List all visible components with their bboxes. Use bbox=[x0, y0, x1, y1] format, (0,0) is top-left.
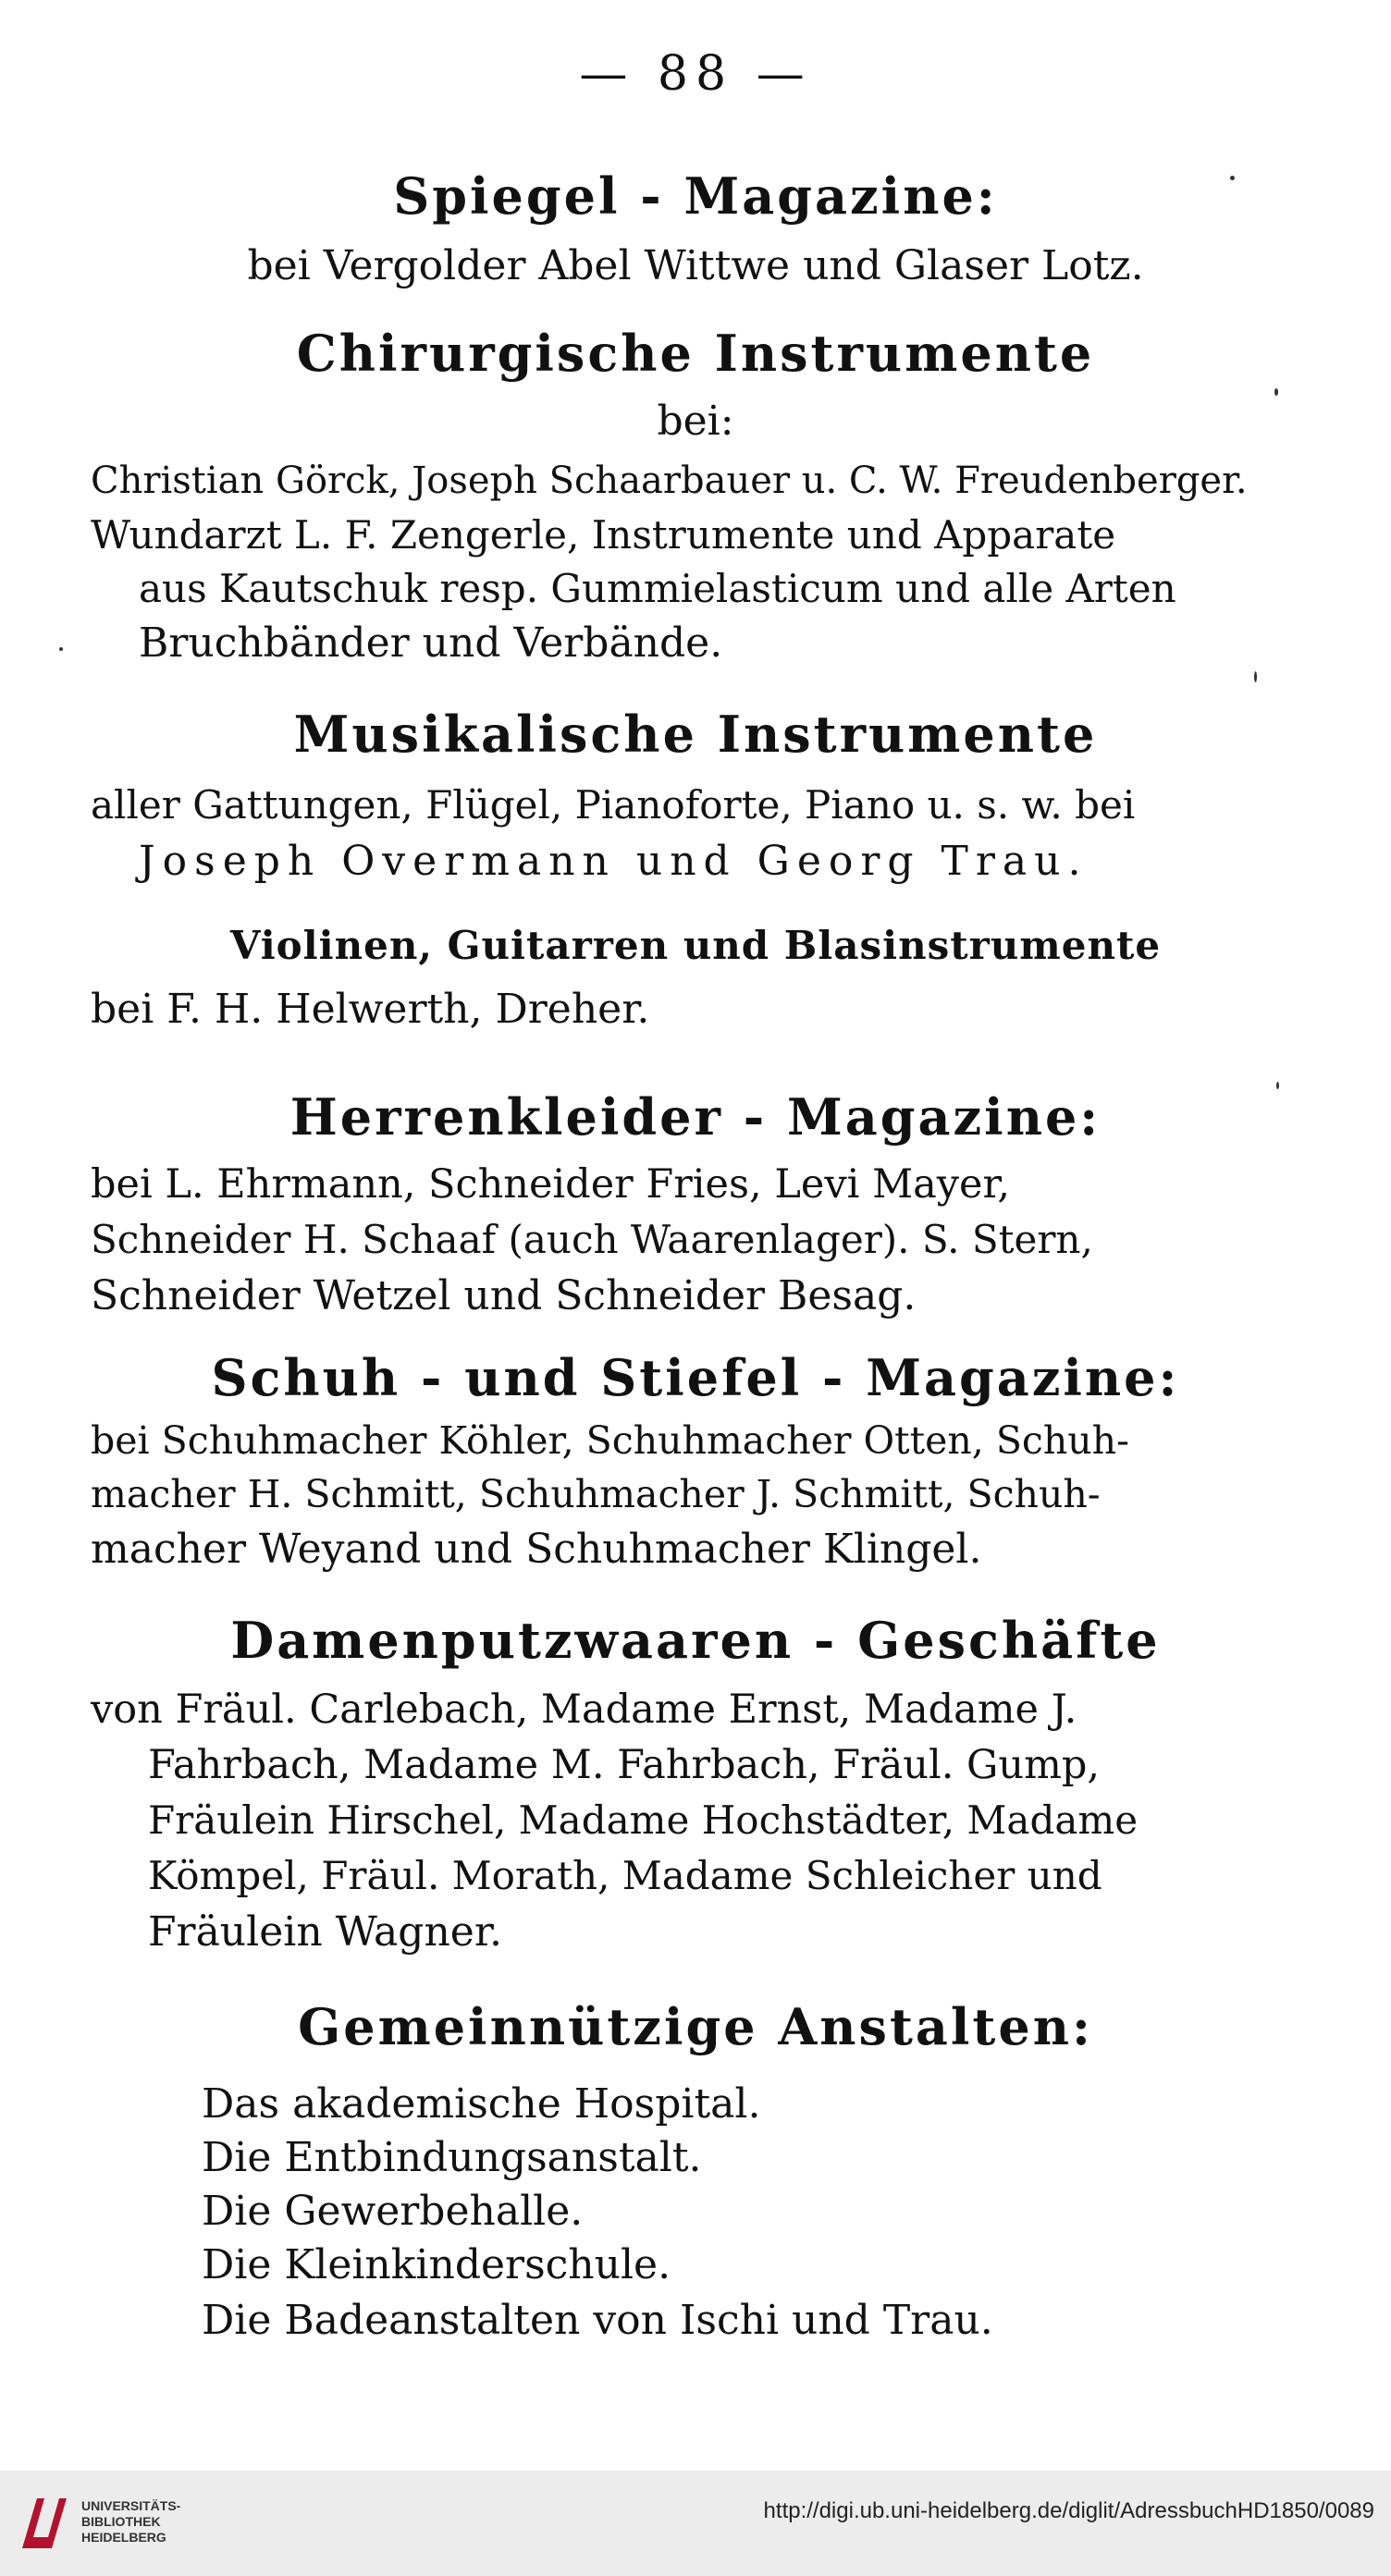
anstalt-item: Die Entbindungsanstalt. bbox=[202, 2134, 702, 2181]
page-number: — 88 — bbox=[579, 46, 812, 102]
damenputz-line-5: Fräulein Wagner. bbox=[148, 1908, 503, 1956]
scan-speck bbox=[59, 647, 63, 651]
chirurgische-line-2: Wundarzt L. F. Zengerle, Instrumente und Apparate bbox=[91, 512, 1116, 558]
damenputz-line-3: Fräulein Hirschel, Madame Hochstädter, Madame bbox=[148, 1797, 1139, 1843]
source-url-link[interactable]: http://digi.ub.uni-heidelberg.de/diglit/AdressbuchHD1850/0089 bbox=[763, 2498, 1374, 2523]
damenputz-line-1: von Fräul. Carlebach, Madame Ernst, Madame J. bbox=[91, 1687, 1077, 1733]
schuh-line-2: macher H. Schmitt, Schuhmacher J. Schmitt, Schuh- bbox=[91, 1472, 1101, 1516]
scan-speck bbox=[1276, 1082, 1279, 1089]
logo-mark bbox=[22, 2498, 67, 2548]
chirurgische-line-1: Christian Görck, Joseph Schaarbauer u. C. W. Freudenberger. bbox=[91, 460, 1248, 502]
heading-gemeinnuetzige: Gemeinnützige Anstalten: bbox=[298, 1997, 1093, 2056]
musikalische-line-2: Joseph Overmann und Georg Trau. bbox=[139, 838, 1089, 885]
library-name-line: UNIVERSITÄTS- bbox=[81, 2498, 181, 2513]
anstalt-item: Die Gewerbehalle. bbox=[202, 2188, 584, 2235]
herrenkleider-line-2: Schneider H. Schaaf (auch Waarenlager). S. Stern, bbox=[91, 1217, 1093, 1262]
scan-speck bbox=[1254, 671, 1257, 682]
footer-bar bbox=[0, 2471, 1391, 2576]
anstalt-item: Die Kleinkinderschule. bbox=[202, 2241, 671, 2288]
schuh-line-1: bei Schuhmacher Köhler, Schuhmacher Otten, Schuh- bbox=[91, 1418, 1129, 1463]
university-library-logo bbox=[17, 2491, 72, 2556]
chirurgische-line-3: aus Kautschuk resp. Gummielasticum und alle Arten bbox=[139, 566, 1176, 611]
heading-schuh: Schuh - und Stiefel - Magazine: bbox=[211, 1348, 1180, 1407]
spiegel-line: bei Vergolder Abel Wittwe und Glaser Lotz. bbox=[247, 242, 1144, 289]
library-name bbox=[81, 2498, 180, 2545]
scan-speck bbox=[1230, 176, 1235, 180]
damenputz-line-2: Fahrbach, Madame M. Fahrbach, Fräul. Gump, bbox=[148, 1742, 1101, 1788]
subheading-violinen: Violinen, Guitarren und Blasinstrumente bbox=[229, 923, 1162, 968]
heading-spiegel: Spiegel - Magazine: bbox=[393, 166, 998, 226]
chirurgische-line-4: Bruchbänder und Verbände. bbox=[139, 619, 723, 667]
musikalische-line-1: aller Gattungen, Flügel, Pianoforte, Piano u. s. w. bei bbox=[91, 782, 1136, 828]
anstalt-item: Das akademische Hospital. bbox=[202, 2080, 761, 2128]
anstalt-item: Die Badeanstalten von Ischi und Trau. bbox=[202, 2297, 993, 2344]
library-name-line: BIBLIOTHEK bbox=[81, 2514, 161, 2529]
herrenkleider-line-3: Schneider Wetzel und Schneider Besag. bbox=[91, 1272, 917, 1319]
heading-musikalische: Musikalische Instrumente bbox=[293, 705, 1098, 764]
schuh-line-3: macher Weyand und Schuhmacher Klingel. bbox=[91, 1526, 982, 1573]
scan-speck bbox=[1274, 388, 1278, 396]
heading-damenputz: Damenputzwaaren - Geschäfte bbox=[230, 1611, 1161, 1670]
library-name-line: HEIDELBERG bbox=[81, 2530, 166, 2545]
chirurgische-bei: bei: bbox=[657, 398, 734, 445]
heading-herrenkleider: Herrenkleider - Magazine: bbox=[289, 1087, 1102, 1147]
heading-chirurgische: Chirurgische Instrumente bbox=[296, 324, 1095, 383]
herrenkleider-line-1: bei L. Ehrmann, Schneider Fries, Levi Mayer, bbox=[91, 1161, 1010, 1208]
damenputz-line-4: Kömpel, Fräul. Morath, Madame Schleicher und bbox=[148, 1853, 1102, 1898]
violinen-line: bei F. H. Helwerth, Dreher. bbox=[91, 986, 650, 1033]
